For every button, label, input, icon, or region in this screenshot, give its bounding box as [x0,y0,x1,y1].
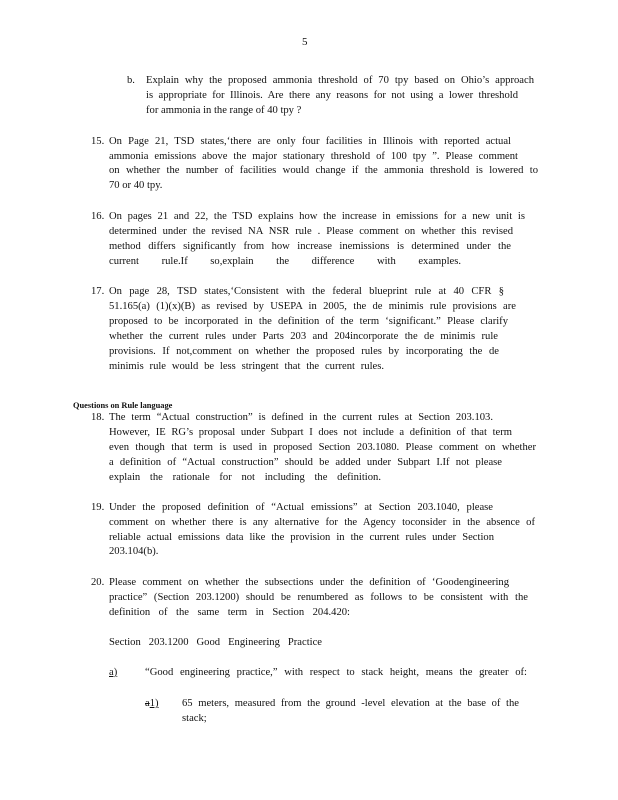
q19-number: 19. [91,502,105,513]
q16-line-3: method differs significantly from how increase inemissions is determined under the [109,241,511,252]
q19-line-2: comment on whether there is any alternative for the Agency toconsider in the absence of [109,517,535,528]
q19-line-1: Under the proposed definition of “Actual emissions” at Section 203.1040, please [109,502,493,513]
q18-line-5: explain the rationale for not including the definition. [109,472,381,483]
q19-line-3: reliable actual emissions data like the provision in the current rules under Section [109,532,494,543]
q16-line-1: On pages 21 and 22, the TSD explains how the increase in emissions for a new unit is [109,211,525,222]
q20-line-1: Please comment on whether the subsections under the definition of ‘Goodengineering [109,577,509,588]
sub-a1-marker [145,697,159,710]
sub-a1-line-2: stack; [182,713,207,724]
q16-number: 16. [91,211,105,222]
sub-a1-line-1: 65 meters, measured from the ground -level elevation at the base of the [182,698,519,709]
page-number: 5 [302,36,308,48]
q19-line-4: 203.104(b). [109,546,159,557]
q15-number: 15. [91,136,105,147]
q17-line-4: whether the current rules under Parts 203 and 204incorporate the de minimis rule [109,331,498,342]
section-heading: Questions on Rule language [73,401,173,410]
inserted-marker: 1) [149,698,159,709]
item-b-line-1: Explain why the proposed ammonia threshold of 70 tpy based on Ohio’s approach [146,75,534,86]
q17-line-6: minimis rule would be less stringent that the current rules. [109,361,384,372]
q16-line-4: current rule.If so,explain the difference with examples. [109,256,461,267]
q15-line-3: on whether the number of facilities would change if the ammonia threshold is lowered to [109,165,538,176]
sub-a-text: “Good engineering practice,” with respect to stack height, means the greater of: [145,667,527,678]
q17-number: 17. [91,286,105,297]
item-b-line-3: for ammonia in the range of 40 tpy ? [146,105,302,116]
struck-marker: a [145,698,150,709]
sub-a-marker: a) [109,667,118,678]
q16-line-2: determined under the revised NA NSR rule . Please comment on whether this revised [109,226,513,237]
q17-line-3: proposed to be incorporated in the definition of the term ‘significant.” Please clarify [109,316,508,327]
section-title-line: Section 203.1200 Good Engineering Practice [109,637,322,648]
q18-line-3: even though that term is used in proposed Section 203.1080. Please comment on whether [109,442,536,453]
q20-line-2: practice” (Section 203.1200) should be renumbered as follows to be consistent with the [109,592,528,603]
q18-line-2: However, IE RG’s proposal under Subpart I does not include a definition of that term [109,427,512,438]
q18-line-4: a definition of “Actual construction” should be added under Subpart I.If not please [109,457,502,468]
q15-line-2: ammonia emissions above the major stationary threshold of 100 tpy ”. Please comment [109,151,518,162]
item-b-line-2: is appropriate for Illinois. Are there any reasons for not using a lower threshold [146,90,518,101]
q18-number: 18. [91,412,105,423]
q15-line-4: 70 or 40 tpy. [109,180,163,191]
q15-line-1: On Page 21, TSD states,‘there are only four facilities in Illinois with reported actual [109,136,511,147]
q20-line-3: definition of the same term in Section 204.420: [109,607,350,618]
q17-line-1: On page 28, TSD states,‘Consistent with the federal blueprint rule at 40 CFR § [109,286,504,297]
q18-line-1: The term “Actual construction” is defined in the current rules at Section 203.103. [109,412,493,423]
q17-line-2: 51.165(a) (1)(x)(B) as revised by USEPA in 2005, the de minimis rule provisions are [109,301,516,312]
q20-number: 20. [91,577,105,588]
q17-line-5: provisions. If not,comment on whether the proposed rules by incorporating the de [109,346,499,357]
item-b-marker: b. [127,75,135,86]
